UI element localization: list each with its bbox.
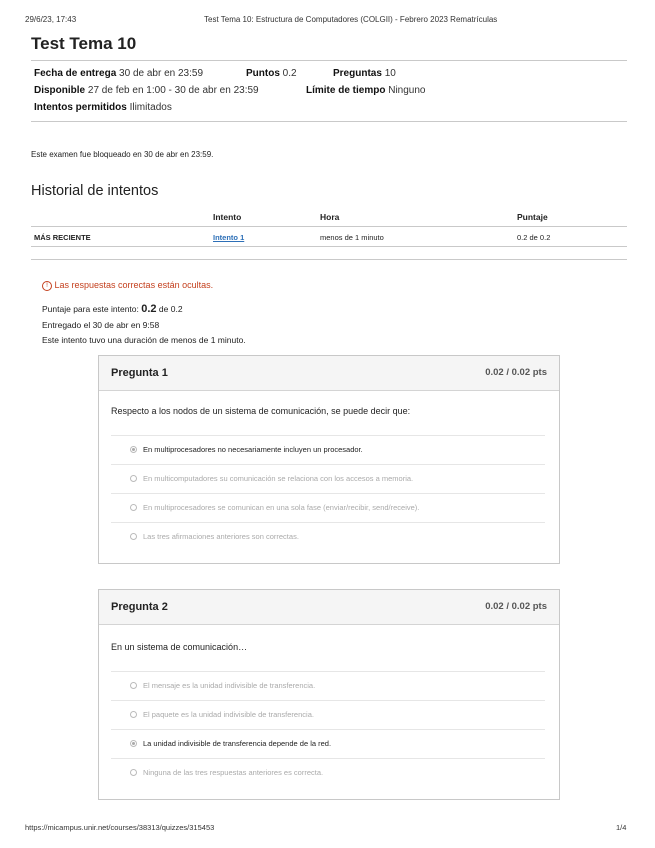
radio-icon[interactable] <box>130 711 137 718</box>
score-suffix: de 0.2 <box>158 304 183 314</box>
radio-selected-icon[interactable] <box>130 740 137 747</box>
print-doc-title: Test Tema 10: Estructura de Computadores (COLGII) - Febrero 2023 Rematrículas <box>204 15 498 24</box>
question-points: 0.02 / 0.02 pts <box>485 367 547 378</box>
table-divider <box>31 246 627 247</box>
submitted-note: Entregado el 30 de abr en 9:58 <box>42 320 160 330</box>
col-time: Hora <box>320 212 340 222</box>
radio-icon[interactable] <box>130 533 137 540</box>
locked-note: Este examen fue bloqueado en 30 de abr en 23:59. <box>31 150 214 159</box>
time-limit-value: Ninguno <box>388 85 426 96</box>
time-limit <box>306 85 426 96</box>
attempt-score <box>42 303 183 315</box>
answer-text: Ninguna de las tres respuestas anteriores es correcta. <box>143 768 324 777</box>
question-card-2 <box>98 589 560 800</box>
table-divider <box>31 226 627 227</box>
answer-text: En multiprocesadores no necesariamente incluyen un procesador. <box>143 445 363 454</box>
row-score: 0.2 de 0.2 <box>517 233 551 242</box>
answer-text: En multiprocesadores se comunican en una sola fase (enviar/recibir, send/receive). <box>143 503 420 512</box>
answer-option[interactable] <box>111 758 545 788</box>
available-label: Disponible <box>34 85 86 96</box>
radio-icon[interactable] <box>130 504 137 511</box>
question-header <box>99 590 559 625</box>
points-label: Puntos <box>246 68 280 79</box>
hidden-answers-warning <box>42 280 213 291</box>
answer-option[interactable] <box>111 729 545 759</box>
row-label: MÁS RECIENTE <box>34 233 91 242</box>
answer-text: La unidad indivisible de transferencia depende de la red. <box>143 739 332 748</box>
answer-option[interactable] <box>111 493 545 523</box>
answer-option[interactable] <box>111 464 545 494</box>
attempt-link[interactable]: Intento 1 <box>213 233 245 242</box>
answer-option[interactable] <box>111 671 545 701</box>
radio-icon[interactable] <box>130 769 137 776</box>
due-label: Fecha de entrega <box>34 68 117 79</box>
questions-count <box>333 68 396 79</box>
radio-icon[interactable] <box>130 475 137 482</box>
warning-text: Las respuestas correctas están ocultas. <box>54 280 214 290</box>
col-attempt: Intento <box>213 212 242 222</box>
question-title: Pregunta 2 <box>111 601 168 613</box>
print-url: https://micampus.unir.net/courses/38313/quizzes/315453 <box>25 823 215 832</box>
question-text: En un sistema de comunicación… <box>111 642 248 652</box>
page-title: Test Tema 10 <box>31 34 137 53</box>
question-points: 0.02 / 0.02 pts <box>485 601 547 612</box>
warning-icon: ! <box>42 281 52 291</box>
history-heading: Historial de intentos <box>31 183 159 199</box>
score-prefix: Puntaje para este intento: <box>42 304 139 314</box>
question-text: Respecto a los nodos de un sistema de comunicación, se puede decir que: <box>111 406 411 416</box>
answer-text: Las tres afirmaciones anteriores son correctas. <box>143 532 299 541</box>
answer-text: El paquete es la unidad indivisible de transferencia. <box>143 710 314 719</box>
question-title: Pregunta 1 <box>111 367 168 379</box>
question-header <box>99 356 559 391</box>
divider <box>31 121 627 122</box>
due-date <box>34 68 203 79</box>
print-datetime: 29/6/23, 17:43 <box>25 15 77 24</box>
available-value: 27 de feb en 1:00 - 30 de abr en 23:59 <box>87 85 259 96</box>
answer-text: El mensaje es la unidad indivisible de transferencia. <box>143 681 316 690</box>
attempts-label: Intentos permitidos <box>34 102 127 113</box>
questions-value: 10 <box>384 68 396 79</box>
col-score: Puntaje <box>517 212 548 222</box>
answer-option[interactable] <box>111 522 545 552</box>
attempts-value: Ilimitados <box>129 102 172 113</box>
points <box>246 68 297 79</box>
divider <box>31 259 627 260</box>
radio-icon[interactable] <box>130 682 137 689</box>
row-time: menos de 1 minuto <box>320 233 384 242</box>
time-limit-label: Límite de tiempo <box>306 85 386 96</box>
score-value: 0.2 <box>141 303 157 315</box>
duration-note: Este intento tuvo una duración de menos de 1 minuto. <box>42 335 246 345</box>
answer-option[interactable] <box>111 700 545 730</box>
points-value: 0.2 <box>282 68 297 79</box>
questions-label: Preguntas <box>333 68 382 79</box>
question-card-1 <box>98 355 560 564</box>
page-number: 1/4 <box>616 823 627 832</box>
radio-selected-icon[interactable] <box>130 446 137 453</box>
divider <box>31 60 627 61</box>
attempts-allowed <box>34 102 172 113</box>
answer-text: En multicomputadores su comunicación se relaciona con los accesos a memoria. <box>143 474 414 483</box>
availability <box>34 85 259 96</box>
due-value: 30 de abr en 23:59 <box>119 68 204 79</box>
answer-option[interactable] <box>111 435 545 465</box>
